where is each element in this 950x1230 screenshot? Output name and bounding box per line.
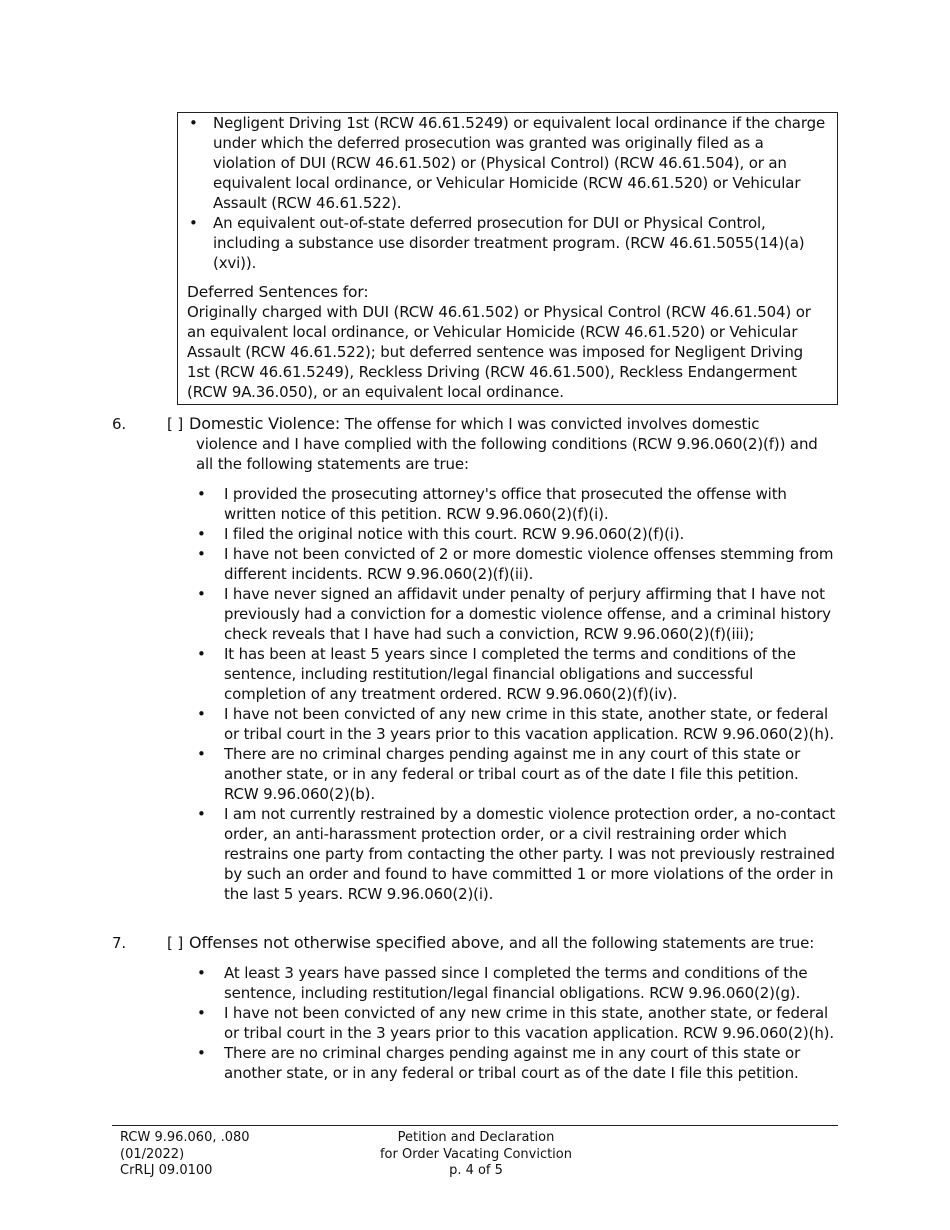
item-heading: Domestic Violence: [189,414,341,433]
footer-divider [112,1125,838,1126]
deferred-sentences-title: Deferred Sentences for: [187,283,369,301]
item-heading-line [112,933,836,953]
footer-form-number: CrRLJ 09.0100 [120,1163,213,1178]
item-7-other-offenses [112,933,836,1083]
footer-revision-date: (01/2022) [120,1146,185,1162]
footer-statute: RCW 9.96.060, .080 [120,1130,250,1145]
footer-title-line1: Petition and Declaration [397,1130,555,1145]
footer-page-number: p. 4 of 5 [449,1163,503,1178]
item-heading-line [112,414,836,474]
footer-title-line2: for Order Vacating Conviction [379,1146,572,1162]
item-intro: and all the following statements are true: [508,934,815,952]
deferred-sentences-text: Originally charged with DUI (RCW 46.61.502) or Physical Control (RCW 46.61.504) or an equivalent local ordinance, or Vehicular Homicide (RCW 46.61.520) or Vehicular Assault (RCW 46.61.522); but deferred sentence was imposed for Negligent Driving 1st (RCW 46.61.5249), Reckless Driving (RCW 46.61.500), Reckless Endangerment (RCW 9A.36.050), or an equivalent local ordinance. [187,303,811,401]
item-6-bullet-list [112,484,836,904]
footer-form-info [120,1130,250,1180]
checkbox[interactable]: [ ] [167,934,184,952]
footer-title [376,1130,576,1180]
item-number: 7. [112,934,127,952]
list-item: • It has been at least 5 years since I completed the terms and conditions of the sentence, including restitution/legal financial obligations and successful completion of any treatment ordered. RCW 9.96.060(2)(f)(iv). [197,644,836,704]
list-item: • I am not currently restrained by a domestic violence protection order, a no-contact order, an anti-harassment protection order, or a civil restraining order which restrains one party from contacting the other party. I was not previously restrained by such an order and found to have committed 1 or more violations of the order in the last 5 years. RCW 9.96.060(2)(i). [197,804,836,904]
list-item: • I have never signed an affidavit under penalty of perjury affirming that I have not previously had a conviction for a domestic violence offense, and a criminal history check reveals that I have had such a conviction, RCW 9.96.060(2)(f)(iii); [197,584,836,644]
list-item: • There are no criminal charges pending against me in any court of this state or another state, or in any federal or tribal court as of the date I file this petition. RCW 9.96.060(2)(b). [197,744,836,804]
list-item: • I have not been convicted of any new crime in this state, another state, or federal or tribal court in the 3 years prior to this vacation application. RCW 9.96.060(2)(h). [197,704,836,744]
box-bullet: • An equivalent out-of-state deferred prosecution for DUI or Physical Control, including a substance use disorder treatment program. (RCW 46.61.5055(14)(a)(xvi)). [187,213,827,273]
checkbox[interactable]: [ ] [167,415,184,433]
list-item: • I have not been convicted of any new crime in this state, another state, or federal or tribal court in the 3 years prior to this vacation application. RCW 9.96.060(2)(h). [197,1003,836,1043]
item-intro-continued: violence and I have complied with the following conditions (RCW 9.96.060(2)(f)) and all the following statements are true: [196,435,818,473]
box-bullet-list [187,113,827,273]
item-heading: Offenses not otherwise specified above, [189,933,505,952]
list-item: • I filed the original notice with this court. RCW 9.96.060(2)(f)(i). [197,524,836,544]
box-bullet: • Negligent Driving 1st (RCW 46.61.5249) or equivalent local ordinance if the charge under which the deferred prosecution was granted was originally filed as a violation of DUI (RCW 46.61.502) or (Physical Control) (RCW 46.61.504), or an equivalent local ordinance, or Vehicular Homicide (RCW 46.61.520) or Vehicular Assault (RCW 46.61.522). [187,113,827,213]
list-item: • There are no criminal charges pending against me in any court of this state or another state, or in any federal or tribal court as of the date I file this petition. [197,1043,836,1083]
eligibility-box [177,112,838,405]
list-item: • I provided the prosecuting attorney's office that prosecuted the offense with written notice of this petition. RCW 9.96.060(2)(f)(i). [197,484,836,524]
list-item: • I have not been convicted of 2 or more domestic violence offenses stemming from different incidents. RCW 9.96.060(2)(f)(ii). [197,544,836,584]
item-6-domestic-violence [112,414,836,904]
list-item: • At least 3 years have passed since I completed the terms and conditions of the sentence, including restitution/legal financial obligations. RCW 9.96.060(2)(g). [197,963,836,1003]
item-intro: The offense for which I was convicted involves domestic [344,415,760,433]
item-number: 6. [112,415,127,433]
item-7-bullet-list [112,963,836,1083]
